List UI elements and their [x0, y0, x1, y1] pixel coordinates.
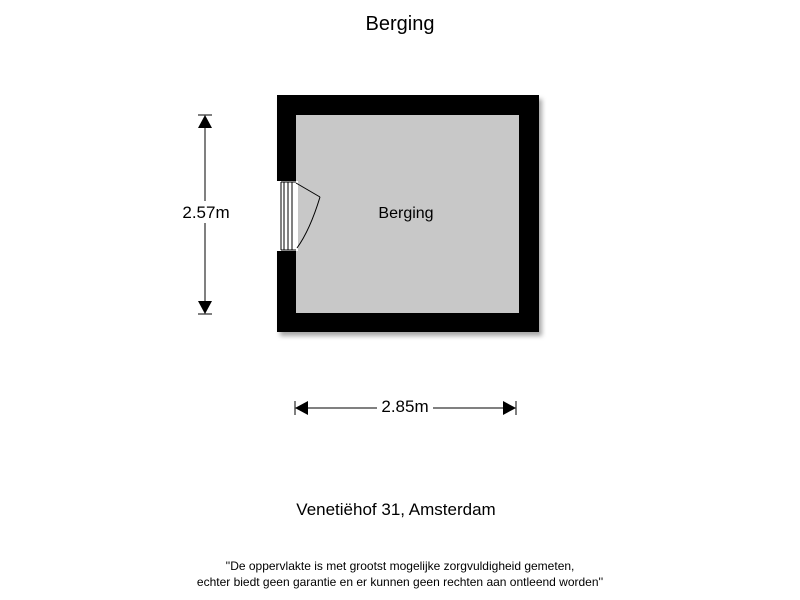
width-dimension — [295, 396, 516, 418]
property-address: Venetiëhof 31, Amsterdam — [296, 500, 496, 519]
height-dimension-label: 2.57m — [182, 203, 230, 222]
floor-plan-title: Berging — [365, 13, 435, 35]
height-dimension — [178, 115, 234, 314]
width-dimension-label: 2.85m — [381, 397, 429, 416]
disclaimer — [0, 558, 800, 590]
disclaimer-line-1: ''De oppervlakte is met grootst mogelijke zorgvuldigheid gemeten, — [225, 559, 575, 573]
disclaimer-line-2: echter biedt geen garantie en er kunnen geen rechten aan ontleend worden'' — [196, 575, 604, 589]
room-label: Berging — [378, 205, 434, 222]
